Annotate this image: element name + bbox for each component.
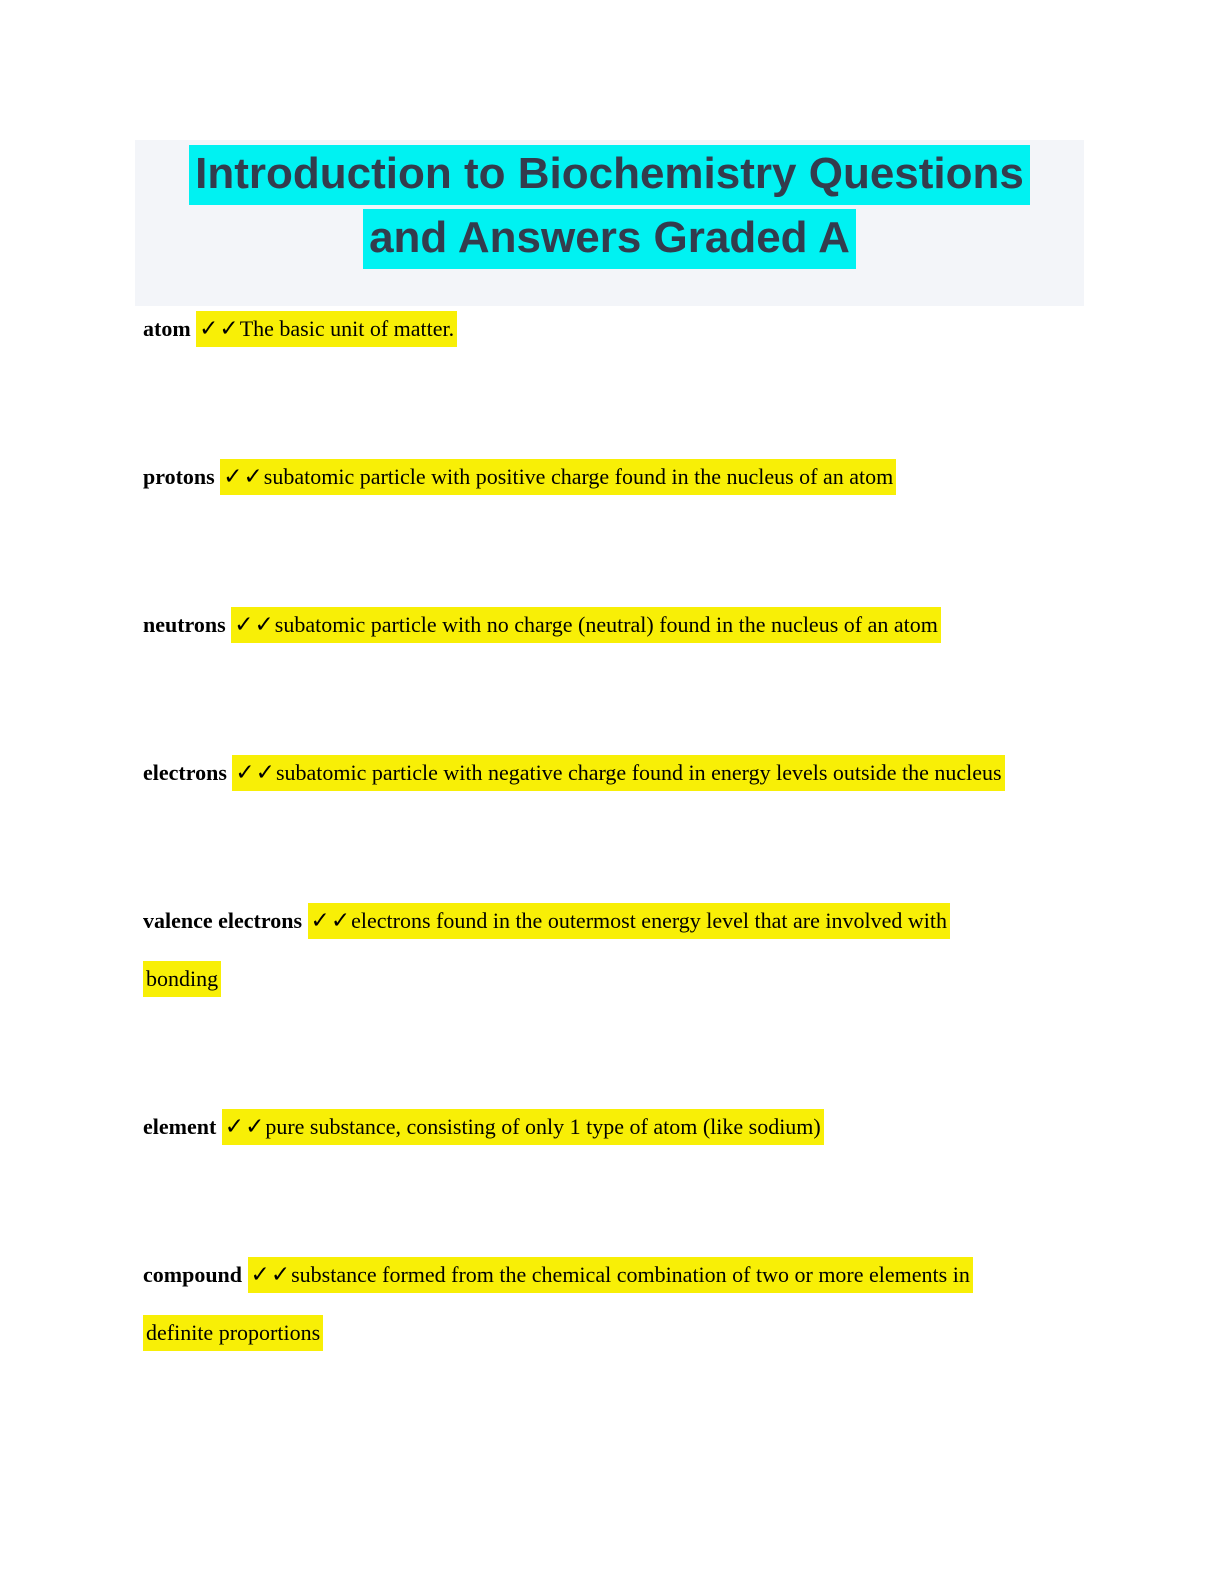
qa-answer-text: electrons found in the outermost energy level that are involved with (351, 908, 947, 933)
qa-answer-highlight (308, 903, 950, 939)
qa-list (143, 300, 1083, 1362)
page-title (145, 142, 1074, 270)
qa-continuation-line (143, 950, 1083, 1008)
qa-answer-highlight (220, 459, 896, 495)
qa-first-line (143, 892, 1083, 950)
qa-term: atom (143, 316, 191, 341)
title-highlight-1: Introduction to Biochemistry Questions (189, 145, 1030, 205)
qa-answer-text: subatomic particle with positive charge found in the nucleus of an atom (263, 464, 894, 489)
qa-entry (143, 1246, 1083, 1362)
qa-first-line (143, 300, 1083, 358)
double-checkmark-icon: ✓✓ (234, 612, 275, 638)
title-line-1 (145, 142, 1074, 206)
qa-answer-highlight (222, 1109, 824, 1145)
qa-answer-highlight (248, 1257, 973, 1293)
qa-answer-highlight (231, 607, 941, 643)
qa-entry (143, 300, 1083, 358)
double-checkmark-icon: ✓✓ (223, 464, 264, 490)
qa-entry (143, 744, 1083, 802)
qa-term: compound (143, 1262, 243, 1287)
qa-entry (143, 892, 1083, 1008)
qa-entry (143, 596, 1083, 654)
title-header (135, 140, 1084, 306)
qa-term: protons (143, 464, 215, 489)
qa-term: neutrons (143, 612, 226, 637)
qa-first-line (143, 744, 1083, 802)
qa-term: electrons (143, 760, 227, 785)
qa-answer-text: definite proportions (146, 1320, 321, 1345)
qa-first-line (143, 1098, 1083, 1156)
qa-answer-text: subatomic particle with negative charge found in energy levels outside the nucleus (275, 760, 1002, 785)
double-checkmark-icon: ✓✓ (199, 316, 240, 342)
title-line-2 (145, 206, 1074, 270)
qa-answer-highlight (143, 1315, 323, 1351)
double-checkmark-icon: ✓✓ (250, 1262, 292, 1288)
qa-answer-text: bonding (146, 966, 219, 991)
qa-entry (143, 448, 1083, 506)
qa-answer-highlight (196, 311, 457, 347)
qa-answer-text: The basic unit of matter. (239, 316, 455, 341)
qa-first-line (143, 596, 1083, 654)
qa-answer-text: substance formed from the chemical combination of two or more elements in (291, 1262, 970, 1287)
double-checkmark-icon: ✓✓ (310, 908, 352, 934)
qa-first-line (143, 1246, 1083, 1304)
title-highlight-2: and Answers Graded A (363, 209, 856, 269)
qa-entry (143, 1098, 1083, 1156)
double-checkmark-icon: ✓✓ (235, 760, 276, 786)
qa-answer-highlight (232, 755, 1004, 791)
qa-term: element (143, 1114, 217, 1139)
double-checkmark-icon: ✓✓ (224, 1114, 266, 1140)
qa-first-line (143, 448, 1083, 506)
qa-answer-text: subatomic particle with no charge (neutral) found in the nucleus of an atom (274, 612, 938, 637)
qa-continuation-line (143, 1304, 1083, 1362)
qa-answer-highlight (143, 961, 221, 997)
qa-answer-text: pure substance, consisting of only 1 type of atom (like sodium) (265, 1114, 821, 1139)
qa-term: valence electrons (143, 908, 303, 933)
